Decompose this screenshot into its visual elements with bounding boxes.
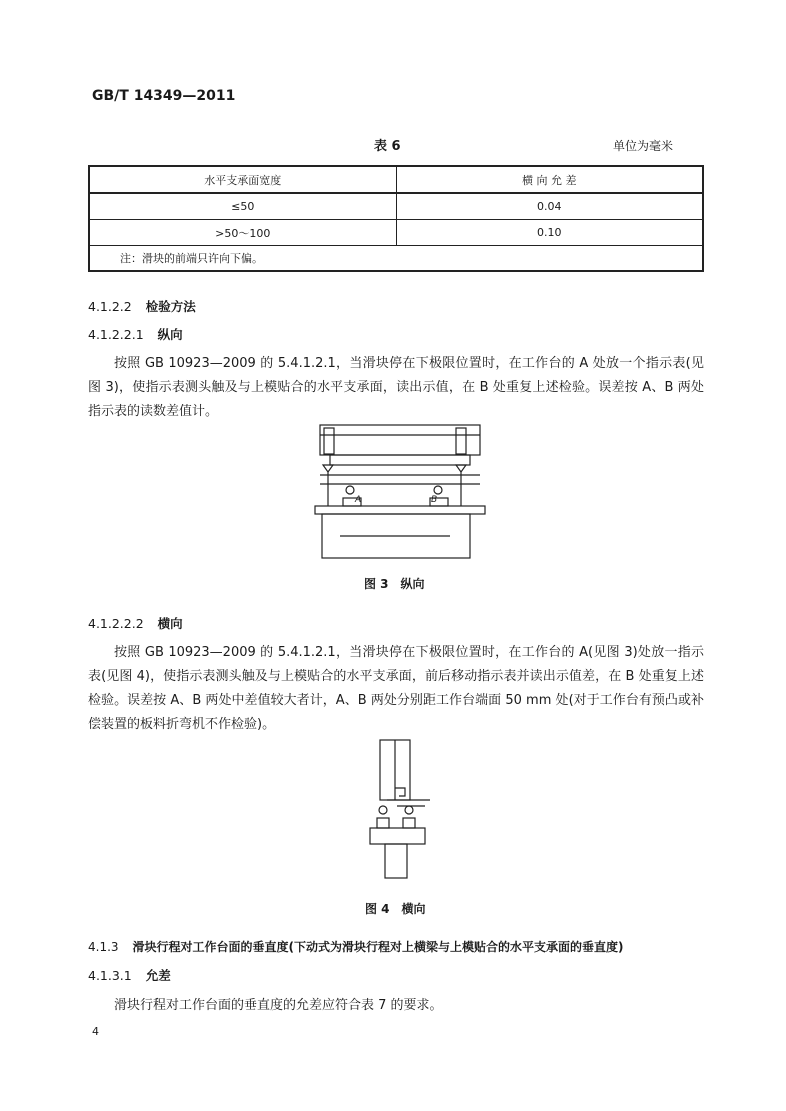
column-header-tolerance: 横 向 允 差 — [396, 166, 703, 193]
section-412221 — [88, 325, 183, 343]
tolerance-table — [88, 165, 704, 272]
standard-id-header: GB/T 14349—2011 — [92, 88, 236, 104]
section-title: 纵向 — [157, 327, 183, 342]
figure-4-diagram — [355, 738, 435, 883]
section-number: 4.1.3 — [88, 940, 119, 954]
section-number: 4.1.2.2 — [88, 299, 132, 314]
column-header-width: 水平支承面宽度 — [89, 166, 396, 193]
figure-3-diagram — [310, 420, 490, 560]
section-number: 4.1.2.2.2 — [88, 616, 144, 631]
table-cell: 0.04 — [396, 193, 703, 220]
section-title: 允差 — [145, 968, 171, 983]
table-unit: 单位为毫米 — [613, 139, 674, 153]
table-row — [89, 193, 703, 220]
table-note: 注：滑块的前端只许向下偏。 — [89, 246, 703, 272]
figure-3-caption: 图 3 纵向 — [364, 577, 425, 591]
section-4131 — [88, 966, 171, 984]
section-title: 滑块行程对工作台面的垂直度(下动式为滑块行程对上横梁与上模贴合的水平支承面的垂直度) — [132, 940, 624, 954]
paragraph-longitudinal: 按照 GB 10923—2009 的 5.4.1.2.1，当滑块停在下极限位置时，在工作台的 A 处放一个指示表(见图 3)，使指示表测头触及与上模贴合的水平支承面，读出示值，在 B 处重复上述检验。误差按 A、B 两处指示表的读数差值计。 — [88, 356, 704, 419]
section-number: 4.1.3.1 — [88, 968, 132, 983]
table-note-row — [89, 246, 703, 272]
table-row — [89, 220, 703, 246]
page-number: 4 — [92, 1025, 99, 1038]
section-title: 横向 — [157, 616, 183, 631]
section-412222 — [88, 614, 183, 632]
figure-3-label-a: A — [355, 495, 362, 505]
table-header-row — [89, 166, 703, 193]
section-number: 4.1.2.2.1 — [88, 327, 144, 342]
table-cell: >50～100 — [89, 220, 396, 246]
paragraph-tolerance: 滑块行程对工作台面的垂直度的允差应符合表 7 的要求。 — [114, 998, 443, 1013]
table-cell: ≤50 — [89, 193, 396, 220]
paragraph-transverse: 按照 GB 10923—2009 的 5.4.1.2.1，当滑块停在下极限位置时，在工作台的 A(见图 3)处放一指示表(见图 4)，使指示表测头触及与上模贴合的水平支承面，前后移动指示表并读出示值差，在 B 处重复上述检验。误差按 A、B 两处中差值较大者计，A、B 两处分别距工作台端面 50 mm 处(对于工作台有预凸或补偿装置的板料折弯机不作检验)。 — [88, 645, 704, 732]
table-caption: 表 6 — [374, 139, 401, 154]
section-41222 — [88, 297, 196, 315]
figure-3-label-b: B — [431, 495, 438, 505]
section-413 — [88, 938, 728, 955]
figure-4-caption: 图 4 横向 — [365, 902, 426, 916]
section-title: 检验方法 — [145, 299, 196, 314]
table-cell: 0.10 — [396, 220, 703, 246]
